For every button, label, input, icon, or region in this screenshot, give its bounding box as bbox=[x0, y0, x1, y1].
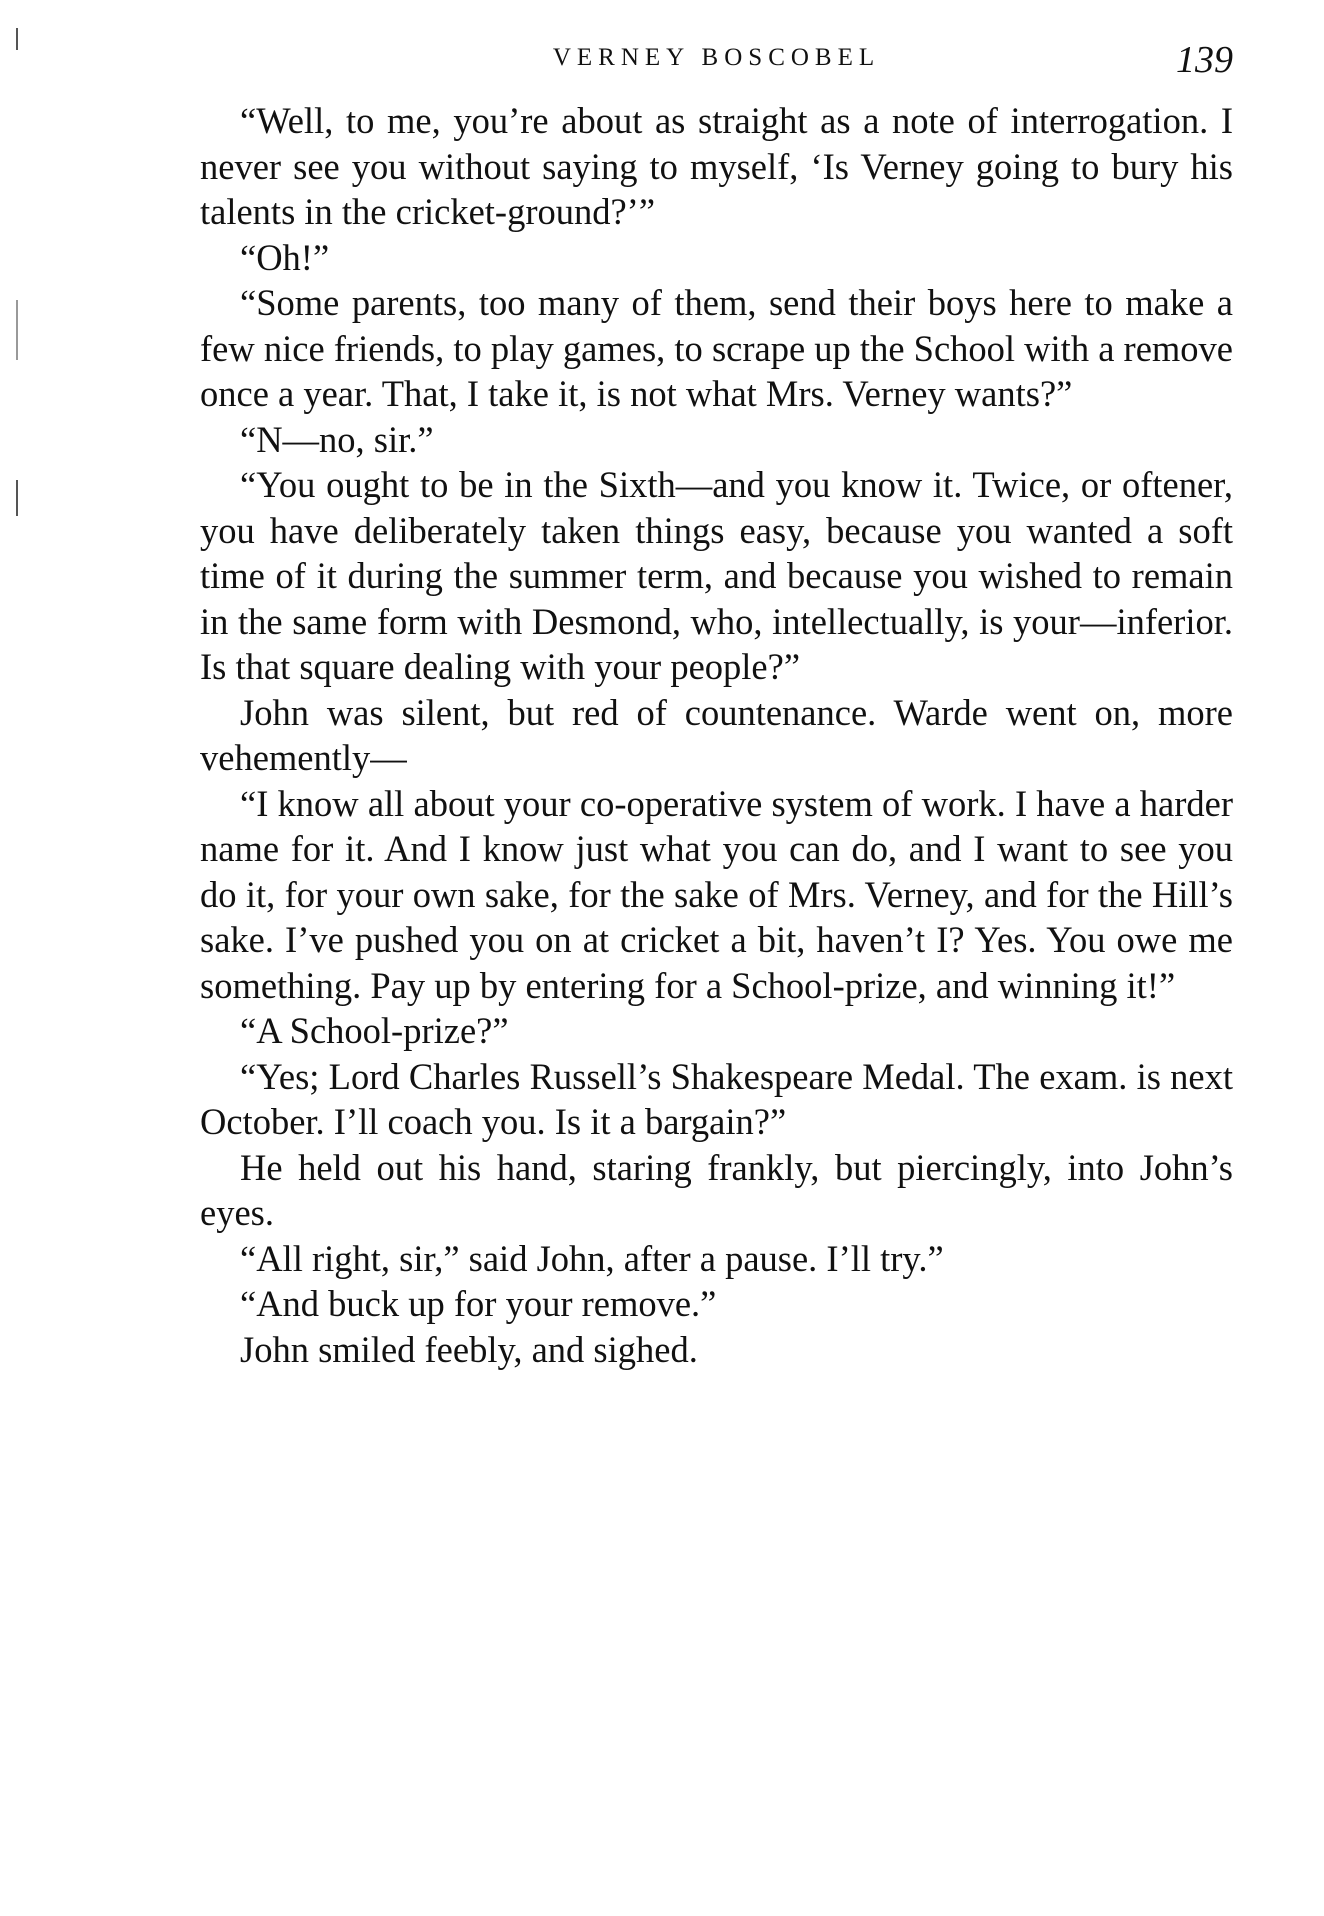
paragraph: “I know all about your co-operative system of work. I have a harder name for it. And I know just what you can do, and I want to see you do it, for your own sake, for the sake of Mrs. Verney, and for the Hill’s sake. I’ve pushed you on at cricket a bit, haven’t I? Yes. You owe me something. Pay up by entering for a School-prize, and winning it!” bbox=[200, 782, 1233, 1006]
page-number: 139 bbox=[1176, 39, 1233, 81]
paragraph: “Well, to me, you’re about as straight as a note of interrogation. I never see you without saying to myself, ‘Is Verney going to bury his talents in the cricket-ground?’” bbox=[200, 100, 1233, 232]
paragraph: “Yes; Lord Charles Russell’s Shakespeare Medal. The exam. is next October. I’ll coach you. Is it a bargain?” bbox=[200, 1055, 1233, 1142]
paragraph: “A School-prize?” bbox=[240, 1010, 509, 1051]
paragraph: He held out his hand, staring frankly, but piercingly, into John’s eyes. bbox=[200, 1146, 1233, 1233]
paragraph: “And buck up for your remove.” bbox=[240, 1283, 717, 1324]
paragraph: “All right, sir,” said John, after a pause. I’ll try.” bbox=[240, 1237, 944, 1279]
body-text bbox=[200, 98, 1233, 1372]
paragraph: “Oh!” bbox=[240, 236, 330, 278]
scan-edge-mark bbox=[16, 480, 18, 516]
paragraph: “You ought to be in the Sixth—and you know it. Twice, or oftener, you have deliberately taken things easy, because you wanted a soft time of it during the summer term, and because you wished to remain in the same form with Desmond, who, intellectually, is your—inferior. Is that square dealing with your people?” bbox=[200, 464, 1233, 687]
running-title: VERNEY BOSCOBEL bbox=[552, 44, 881, 71]
paragraph: “N—no, sir.” bbox=[240, 418, 434, 460]
paragraph: John smiled feebly, and sighed. bbox=[240, 1328, 698, 1370]
scan-edge-mark bbox=[16, 300, 18, 360]
scan-edge-mark bbox=[16, 28, 18, 50]
running-header bbox=[200, 38, 1233, 88]
paragraph: John was silent, but red of countenance. Warde went on, more vehemently— bbox=[200, 691, 1233, 778]
paragraph: “Some parents, too many of them, send their boys here to make a few nice friends, to play games, to scrape up the School with a remove once a year. That, I take it, is not what Mrs. Verney wants?” bbox=[200, 282, 1233, 414]
